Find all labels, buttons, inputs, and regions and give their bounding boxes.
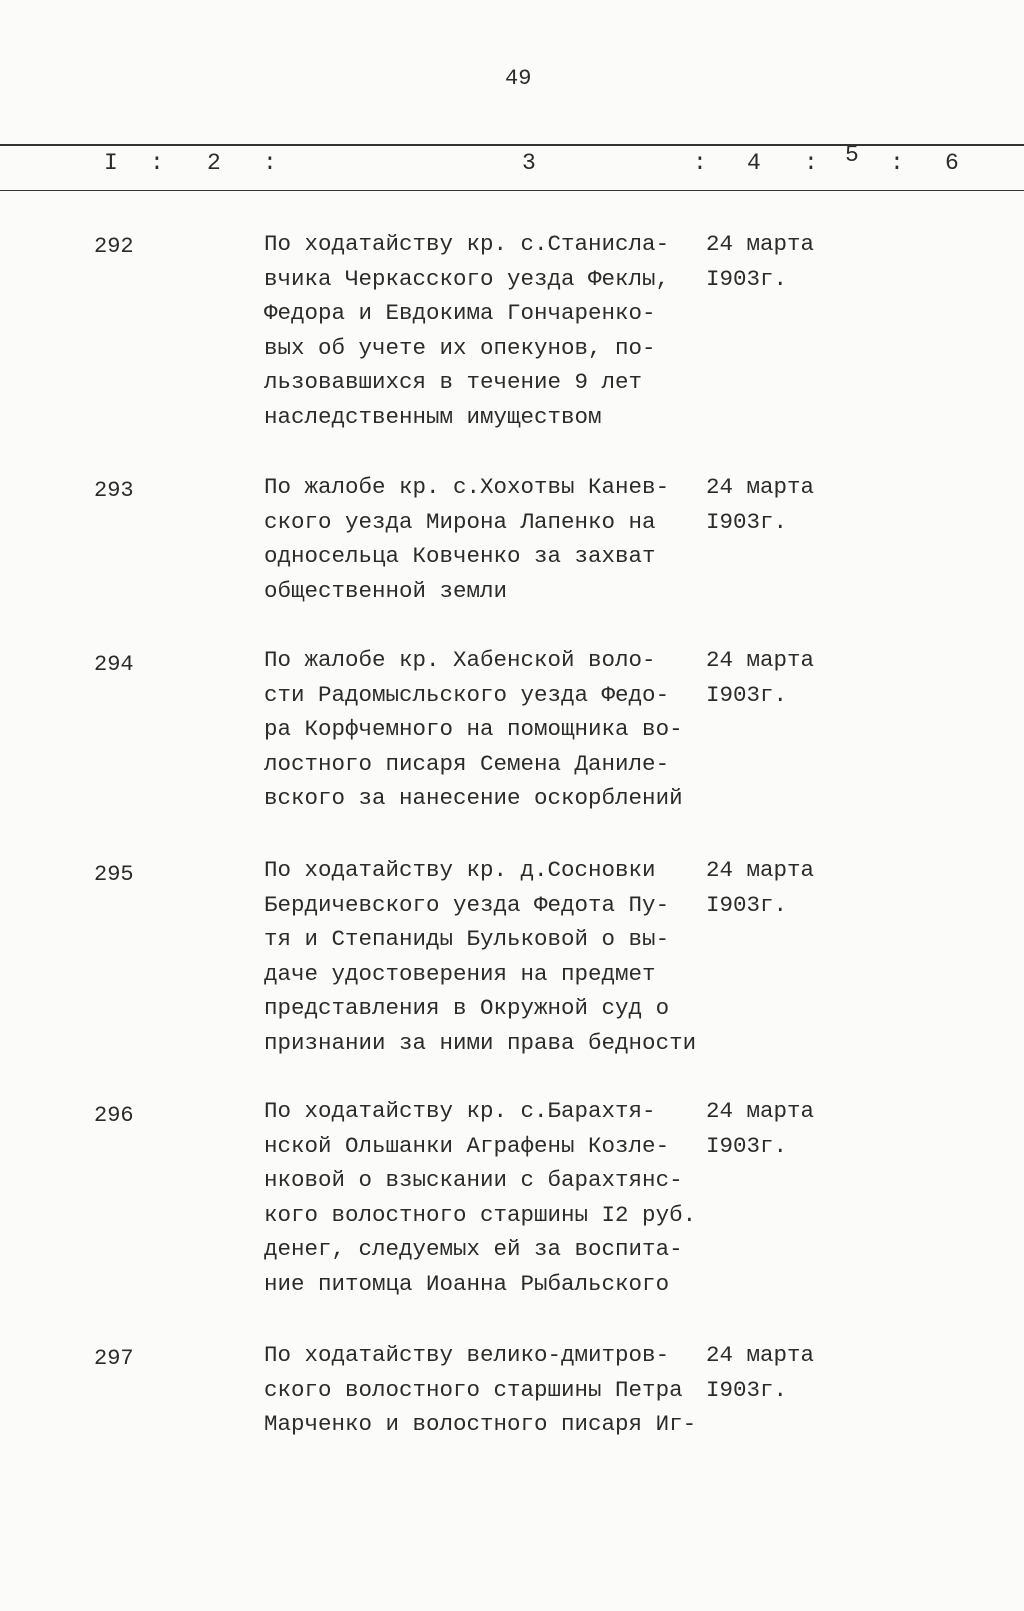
date-year: I903г. [706,1376,788,1403]
description-line: По ходатайству кр. с.Станисла- [264,231,670,257]
row-description [264,1338,696,1442]
date-year: I903г. [706,265,788,292]
description-line: кого волостного старшины I2 руб. [264,1201,697,1228]
description-line: По ходатайству кр. д.Сосновки [264,857,656,883]
description-line: наследственным имуществом [264,403,602,430]
row-number: 297 [94,1346,134,1371]
description-line: сти Радомысльского уезда Федо- [264,681,670,708]
header-col-1: I [104,150,118,176]
header-top-rule [0,144,1024,146]
row-date [706,227,814,296]
row-description [264,470,669,608]
description-line: По ходатайству кр. с.Барахтя- [264,1098,656,1124]
header-separator: : [804,150,818,176]
description-line: По ходатайству велико-дмитров- [264,1342,670,1368]
header-col-4: 4 [747,150,761,176]
description-line: признании за ними права бедности [264,1029,697,1056]
description-line: общественной земли [264,577,508,604]
date-day-month: 24 марта [706,857,815,883]
description-line: лостного писаря Семена Даниле- [264,750,670,777]
date-year: I903г. [706,891,788,918]
description-line: По жалобе кр. Хабенской воло- [264,647,656,673]
header-col-3: 3 [522,150,536,176]
description-line: нской Ольшанки Аграфены Козле- [264,1132,670,1159]
row-date [706,1094,814,1163]
row-number: 292 [94,234,134,259]
row-number: 293 [94,478,134,503]
row-number: 295 [94,862,134,887]
description-line: Марченко и волостного писаря Иг- [264,1411,697,1437]
description-line: Федора и Евдокима Гончаренко- [264,300,656,326]
description-line: односельца Ковченко за захват [264,543,656,569]
header-col-5: 5 [845,142,859,168]
row-description [264,643,683,816]
row-number: 296 [94,1103,134,1128]
description-line: представления в Окружной суд о [264,995,670,1021]
date-year: I903г. [706,508,788,535]
row-description [264,853,696,1060]
description-line: Бердичевского уезда Федота Пу- [264,891,670,918]
header-col-2: 2 [207,150,221,176]
header-bottom-rule [0,190,1024,191]
row-description [264,1094,696,1301]
date-year: I903г. [706,1132,788,1159]
date-day-month: 24 марта [706,1098,815,1124]
description-line: По жалобе кр. с.Хохотвы Канев- [264,474,670,500]
row-date [706,643,814,712]
description-line: денег, следуемых ей за воспита- [264,1236,683,1262]
description-line: ра Корфчемного на помощника во- [264,716,683,742]
date-year: I903г. [706,681,788,708]
description-line: ние питомца Иоанна Рыбальского [264,1270,670,1297]
description-line: льзовавшихся в течение 9 лет [264,369,643,395]
description-line: ского волостного старшины Петра [264,1376,683,1403]
row-date [706,853,814,922]
description-line: вых об учете их опекунов, по- [264,334,656,361]
description-line: вчика Черкасского уезда Феклы, [264,265,670,292]
description-line: вского за нанесение оскорблений [264,785,683,811]
description-line: тя и Степаниды Бульковой о вы- [264,926,670,952]
header-separator: : [890,150,904,176]
row-date [706,470,814,539]
row-number: 294 [94,652,134,677]
page-number: 49 [505,66,532,91]
date-day-month: 24 марта [706,231,815,257]
header-separator: : [150,150,164,176]
row-date [706,1338,814,1407]
header-separator: : [263,150,277,176]
description-line: даче удостоверения на предмет [264,960,656,987]
description-line: ского уезда Мирона Лапенко на [264,508,656,535]
description-line: нковой о взыскании с барахтянс- [264,1167,683,1193]
header-col-6: 6 [945,150,959,176]
date-day-month: 24 марта [706,1342,815,1368]
date-day-month: 24 марта [706,474,815,500]
header-separator: : [693,150,707,176]
row-description [264,227,669,434]
date-day-month: 24 марта [706,647,815,673]
